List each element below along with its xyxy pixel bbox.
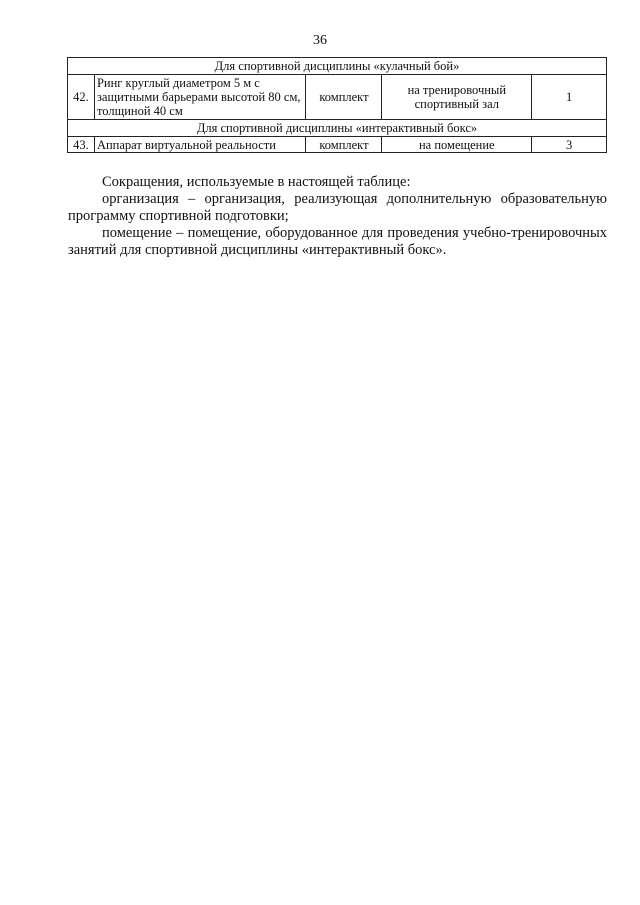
section-header — [68, 120, 607, 137]
item-location: на тренировочный спортивный зал — [382, 75, 532, 120]
page-number: 36 — [313, 33, 327, 48]
item-unit: комплект — [306, 137, 382, 153]
item-name: Ринг круглый диаметром 5 м с защитными барьерами высотой 80 см, толщиной 40 см — [94, 75, 306, 120]
section-title: Для спортивной дисциплины «интерактивный бокс» — [68, 120, 607, 137]
item-name: Аппарат виртуальной реальности — [94, 137, 306, 153]
equipment-table — [67, 57, 607, 153]
row-number: 43. — [68, 137, 95, 153]
section-title: Для спортивной дисциплины «кулачный бой» — [68, 58, 607, 75]
table-row — [68, 75, 607, 120]
note-item: помещение – помещение, оборудованное для проведения учебно-тренировочных занятий для спортивной дисциплины «интерактивный бокс». — [68, 225, 607, 258]
note-item: организация – организация, реализующая дополнительную образовательную программу спортивной подготовки; — [68, 191, 607, 224]
table-row — [68, 137, 607, 153]
row-number: 42. — [68, 75, 95, 120]
item-unit: комплект — [306, 75, 382, 120]
section-header — [68, 58, 607, 75]
item-qty: 3 — [532, 137, 607, 153]
item-location: на помещение — [382, 137, 532, 153]
abbreviations-notes — [68, 174, 607, 259]
notes-heading: Сокращения, используемые в настоящей таблице: — [102, 174, 411, 190]
item-qty: 1 — [532, 75, 607, 120]
